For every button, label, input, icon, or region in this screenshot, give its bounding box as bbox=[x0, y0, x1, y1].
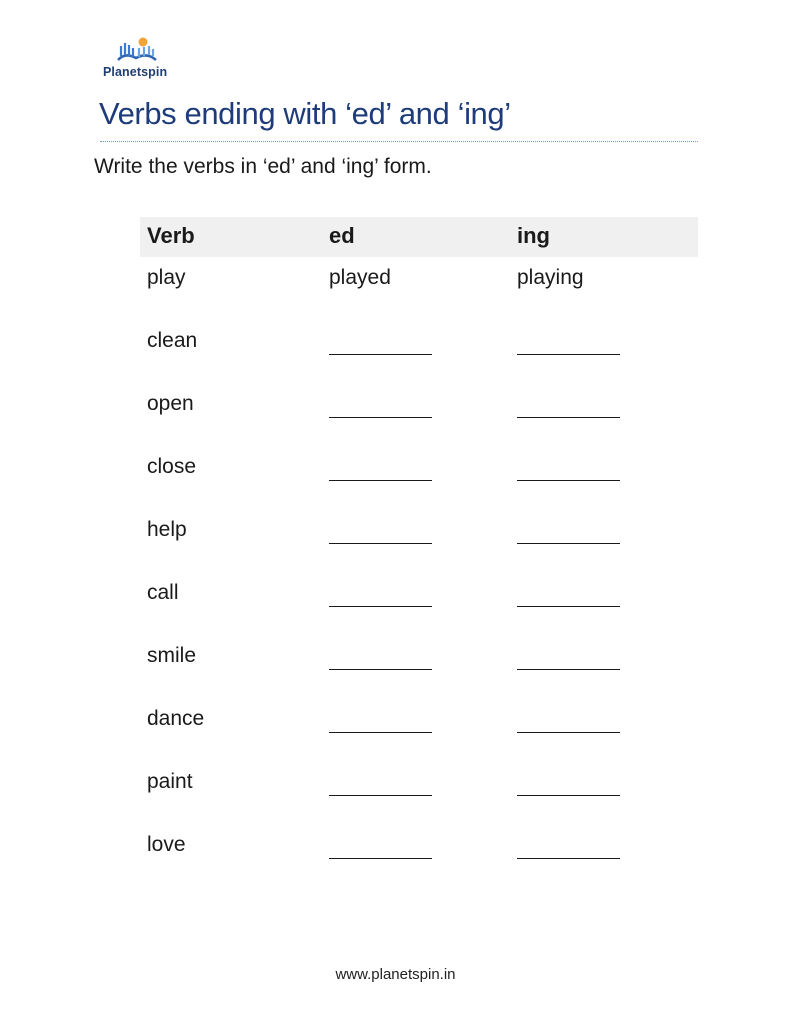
title-divider bbox=[100, 141, 698, 142]
example-row bbox=[140, 257, 698, 320]
ing-blank[interactable] bbox=[517, 354, 620, 355]
ed-blank[interactable] bbox=[329, 669, 432, 670]
ing-blank[interactable] bbox=[517, 480, 620, 481]
ing-blank[interactable] bbox=[517, 858, 620, 859]
ed-blank[interactable] bbox=[329, 732, 432, 733]
logo-text: Planetspin bbox=[103, 65, 168, 79]
verb-cell: smile bbox=[147, 644, 197, 667]
table-row bbox=[140, 635, 698, 698]
instruction-text: Write the verbs in ‘ed’ and ‘ing’ form. bbox=[94, 155, 432, 178]
table-row bbox=[140, 698, 698, 761]
table-row bbox=[140, 446, 698, 509]
table-row bbox=[140, 509, 698, 572]
ing-blank[interactable] bbox=[517, 543, 620, 544]
table-header bbox=[140, 217, 698, 257]
verb-cell: help bbox=[147, 518, 187, 541]
page-title: Verbs ending with ‘ed’ and ‘ing’ bbox=[99, 96, 511, 131]
example-ed: played bbox=[329, 266, 391, 289]
verb-cell: close bbox=[147, 455, 197, 478]
ing-blank[interactable] bbox=[517, 669, 620, 670]
footer-url: www.planetspin.in bbox=[335, 966, 456, 983]
planetspin-logo bbox=[100, 34, 174, 82]
verb-cell: paint bbox=[147, 770, 193, 793]
header-verb: Verb bbox=[147, 223, 195, 248]
verb-cell: love bbox=[147, 833, 186, 856]
verb-cell: open bbox=[147, 392, 194, 415]
ing-blank[interactable] bbox=[517, 732, 620, 733]
table-row bbox=[140, 824, 698, 887]
verb-cell: dance bbox=[147, 707, 205, 730]
table-row bbox=[140, 761, 698, 824]
ed-blank[interactable] bbox=[329, 858, 432, 859]
verb-table bbox=[140, 217, 698, 887]
verb-cell: clean bbox=[147, 329, 198, 352]
table-row bbox=[140, 383, 698, 446]
ed-blank[interactable] bbox=[329, 354, 432, 355]
table-row bbox=[140, 572, 698, 635]
example-ing: playing bbox=[517, 266, 584, 289]
book-globe-icon bbox=[115, 34, 159, 64]
ed-blank[interactable] bbox=[329, 417, 432, 418]
ing-blank[interactable] bbox=[517, 417, 620, 418]
ed-blank[interactable] bbox=[329, 480, 432, 481]
verb-cell: call bbox=[147, 581, 179, 604]
ed-blank[interactable] bbox=[329, 543, 432, 544]
ing-blank[interactable] bbox=[517, 795, 620, 796]
table-row bbox=[140, 320, 698, 383]
ed-blank[interactable] bbox=[329, 795, 432, 796]
ing-blank[interactable] bbox=[517, 606, 620, 607]
header-ed: ed bbox=[329, 223, 355, 248]
header-ing: ing bbox=[517, 223, 550, 248]
example-verb: play bbox=[147, 266, 186, 289]
ed-blank[interactable] bbox=[329, 606, 432, 607]
